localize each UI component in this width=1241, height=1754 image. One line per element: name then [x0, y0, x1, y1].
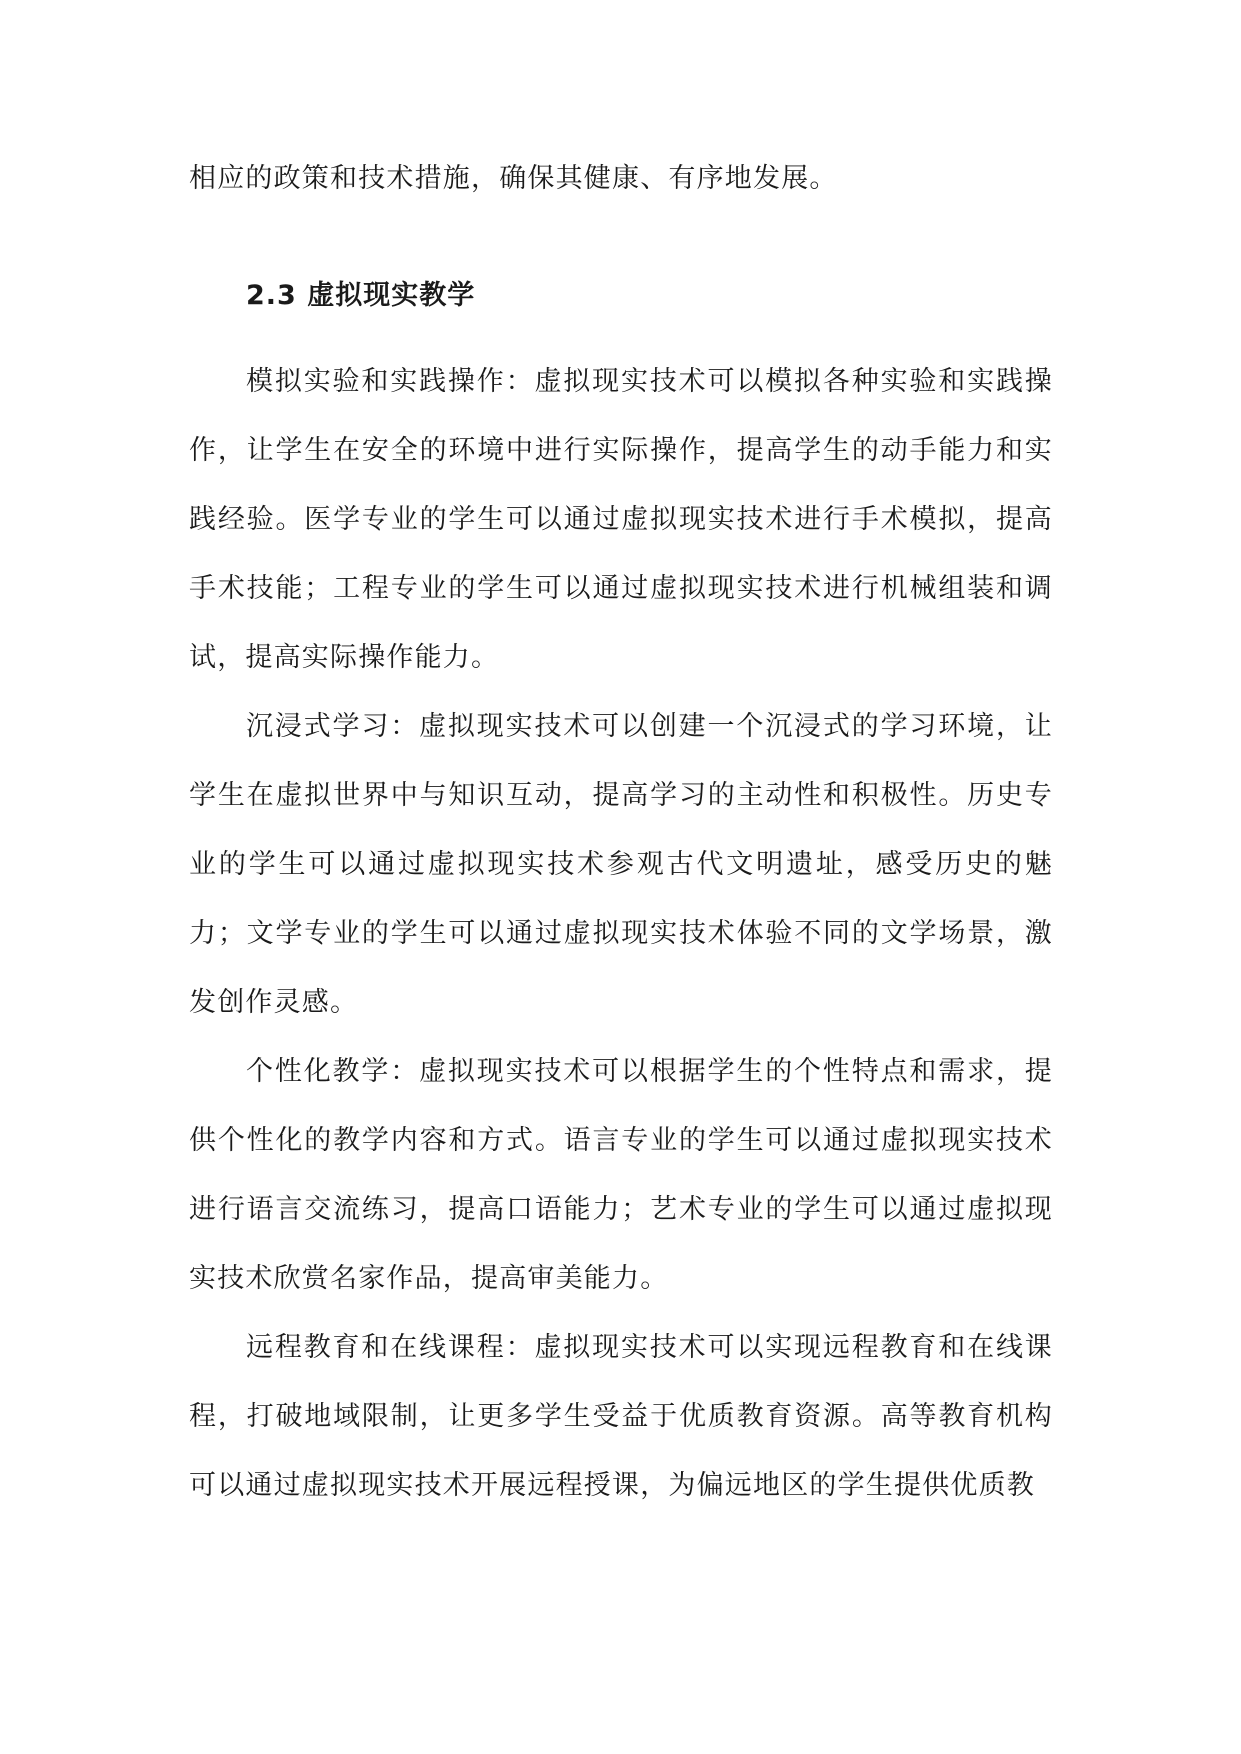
section-heading: 2.3 虚拟现实教学	[246, 280, 476, 311]
paragraph-immersive: 沉浸式学习：虚拟现实技术可以创建一个沉浸式的学习环境，让学生在虚拟世界中与知识互动，提高学习的主动性和积极性。历史专业的学生可以通过虚拟现实技术参观古代文明遗址，感受历史的魅力；文学专业的学生可以通过虚拟现实技术体验不同的文学场景，激发创作灵感。	[189, 711, 1053, 1018]
continuation-paragraph: 相应的政策和技术措施，确保其健康、有序地发展。	[189, 163, 838, 194]
document-body	[189, 144, 1053, 1520]
paragraph-personalized: 个性化教学：虚拟现实技术可以根据学生的个性特点和需求，提供个性化的教学内容和方式。语言专业的学生可以通过虚拟现实技术进行语言交流练习，提高口语能力；艺术专业的学生可以通过虚拟现实技术欣赏名家作品，提高审美能力。	[189, 1056, 1053, 1294]
paragraph-simulation: 模拟实验和实践操作：虚拟现实技术可以模拟各种实验和实践操作，让学生在安全的环境中进行实际操作，提高学生的动手能力和实践经验。医学专业的学生可以通过虚拟现实技术进行手术模拟，提高手术技能；工程专业的学生可以通过虚拟现实技术进行机械组装和调试，提高实际操作能力。	[189, 366, 1053, 673]
paragraph-remote: 远程教育和在线课程：虚拟现实技术可以实现远程教育和在线课程，打破地域限制，让更多学生受益于优质教育资源。高等教育机构可以通过虚拟现实技术开展远程授课，为偏远地区的学生提供优质教	[189, 1332, 1053, 1501]
